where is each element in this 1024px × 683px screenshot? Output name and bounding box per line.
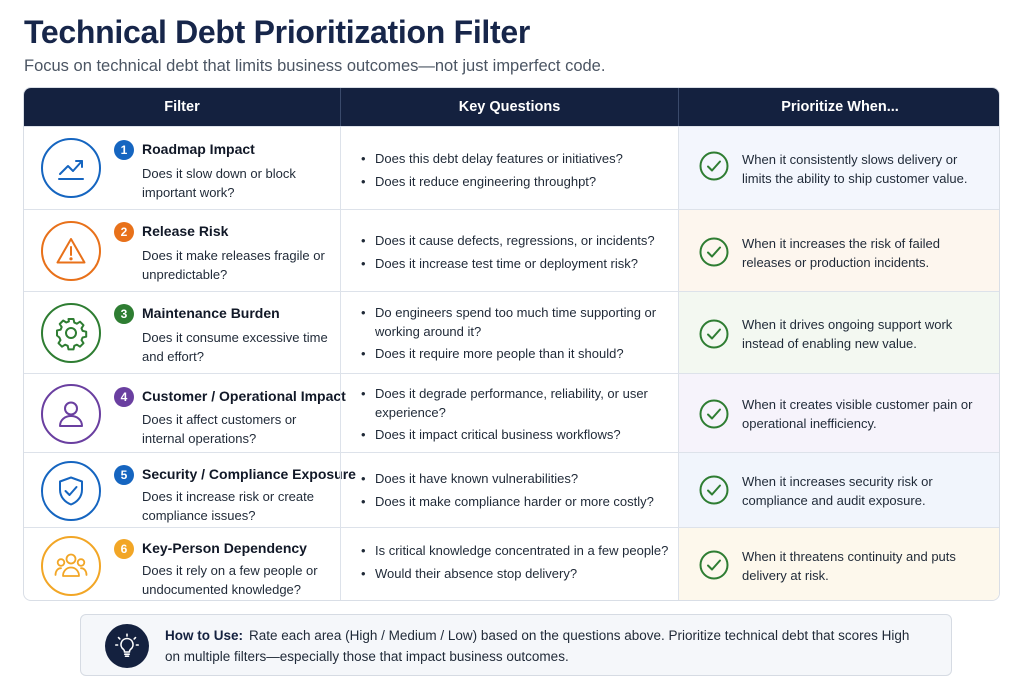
key-question: • Does it have known vulnerabilities? bbox=[359, 470, 669, 489]
prioritize-when-cell bbox=[678, 453, 1000, 527]
key-questions-list bbox=[359, 470, 669, 515]
key-question: • Does it impact critical business workflows? bbox=[359, 426, 669, 445]
key-question: • Does it degrade performance, reliability, or user experience? bbox=[359, 385, 669, 422]
key-questions-list bbox=[359, 232, 669, 277]
key-questions-cell bbox=[340, 374, 678, 452]
trend-chart-icon bbox=[41, 138, 101, 198]
table-row bbox=[24, 126, 999, 209]
filter-description: Does it slow down or block important work? bbox=[142, 166, 296, 200]
check-circle-icon bbox=[699, 399, 729, 429]
key-questions-list bbox=[359, 304, 669, 368]
prioritize-when-text: When it increases security risk or compliance and audit exposure. bbox=[742, 474, 933, 508]
how-to-use-body: Rate each area (High / Medium / Low) based on the questions above. Prioritize technical debt that scores High on multiple filters—especially those that impact business outcomes. bbox=[165, 628, 910, 664]
key-questions-cell bbox=[340, 127, 678, 209]
prioritize-when-text: When it increases the risk of failed releases or production incidents. bbox=[742, 236, 940, 270]
table-row bbox=[24, 373, 999, 452]
table-header bbox=[24, 88, 999, 126]
filter-cell bbox=[24, 374, 346, 452]
filter-description: Does it make releases fragile or unpredictable? bbox=[142, 248, 325, 282]
filter-cell bbox=[24, 127, 340, 209]
prioritize-when-text: When it consistently slows delivery or limits the ability to ship customer value. bbox=[742, 152, 968, 186]
table-row bbox=[24, 291, 999, 373]
prioritize-when-cell bbox=[678, 127, 1000, 209]
filter-cell bbox=[24, 210, 340, 291]
people-group-icon bbox=[41, 536, 101, 596]
table-row bbox=[24, 527, 999, 601]
shield-check-icon bbox=[41, 461, 101, 521]
filter-description: Does it increase risk or create compliance issues? bbox=[142, 489, 314, 523]
filter-name: Roadmap Impact bbox=[142, 141, 255, 157]
filter-number-badge: 1 bbox=[114, 140, 134, 160]
filter-description: Does it rely on a few people or undocumented knowledge? bbox=[142, 563, 318, 597]
key-questions-cell bbox=[340, 292, 678, 373]
lightbulb-icon bbox=[105, 624, 149, 668]
check-circle-icon bbox=[699, 319, 729, 349]
page-subtitle: Focus on technical debt that limits business outcomes—not just imperfect code. bbox=[24, 57, 606, 75]
filter-number-badge: 2 bbox=[114, 222, 134, 242]
filter-name: Customer / Operational Impact bbox=[142, 388, 346, 404]
check-circle-icon bbox=[699, 151, 729, 181]
prioritize-when-text: When it threatens continuity and puts delivery at risk. bbox=[742, 549, 956, 583]
table-row bbox=[24, 452, 999, 527]
gear-icon bbox=[41, 303, 101, 363]
filter-cell bbox=[24, 453, 356, 527]
prioritize-when-cell bbox=[678, 374, 1000, 452]
key-question: • Does it require more people than it should? bbox=[359, 345, 669, 364]
filter-name: Maintenance Burden bbox=[142, 305, 280, 321]
filter-description: Does it consume excessive time and effort? bbox=[142, 330, 328, 364]
how-to-use-label: How to Use: bbox=[165, 628, 244, 643]
column-header-filter: Filter bbox=[164, 99, 200, 115]
filter-name: Security / Compliance Exposure bbox=[142, 466, 356, 482]
column-header-prioritize-when: Prioritize When... bbox=[678, 88, 1000, 126]
column-header-key-questions: Key Questions bbox=[340, 88, 678, 126]
key-questions-cell bbox=[340, 528, 678, 601]
filter-number-badge: 5 bbox=[114, 465, 134, 485]
prioritize-when-cell bbox=[678, 528, 1000, 601]
key-question: • Does it cause defects, regressions, or incidents? bbox=[359, 232, 669, 251]
check-circle-icon bbox=[699, 550, 729, 580]
filter-number-badge: 3 bbox=[114, 304, 134, 324]
table-row bbox=[24, 209, 999, 291]
key-questions-cell bbox=[340, 210, 678, 291]
key-question: • Is critical knowledge concentrated in a few people? bbox=[359, 542, 669, 561]
key-question: • Would their absence stop delivery? bbox=[359, 565, 669, 584]
key-question: • Does it increase test time or deployment risk? bbox=[359, 255, 669, 274]
how-to-use-box bbox=[80, 614, 952, 676]
prioritize-when-cell bbox=[678, 292, 1000, 373]
key-question: • Does it make compliance harder or more costly? bbox=[359, 493, 669, 512]
key-questions-list bbox=[359, 542, 669, 587]
prioritize-when-text: When it drives ongoing support work instead of enabling new value. bbox=[742, 317, 953, 351]
filter-cell bbox=[24, 292, 340, 373]
filter-name: Release Risk bbox=[142, 223, 229, 239]
key-questions-list bbox=[359, 385, 669, 449]
filter-number-badge: 6 bbox=[114, 539, 134, 559]
check-circle-icon bbox=[699, 237, 729, 267]
warning-icon bbox=[41, 221, 101, 281]
check-circle-icon bbox=[699, 475, 729, 505]
prioritize-when-cell bbox=[678, 210, 1000, 291]
key-question: • Does it reduce engineering throughpt? bbox=[359, 173, 669, 192]
filter-description: Does it affect customers or internal operations? bbox=[142, 412, 297, 446]
how-to-use-text bbox=[165, 625, 925, 667]
prioritize-when-text: When it creates visible customer pain or operational inefficiency. bbox=[742, 397, 973, 431]
filter-name: Key-Person Dependency bbox=[142, 540, 307, 556]
filter-number-badge: 4 bbox=[114, 387, 134, 407]
key-questions-cell bbox=[340, 453, 678, 527]
key-questions-list bbox=[359, 150, 669, 195]
page-title: Technical Debt Prioritization Filter bbox=[24, 14, 531, 50]
key-question: • Does this debt delay features or initiatives? bbox=[359, 150, 669, 169]
user-icon bbox=[41, 384, 101, 444]
key-question: • Do engineers spend too much time supporting or working around it? bbox=[359, 304, 669, 341]
filter-cell bbox=[24, 528, 340, 601]
prioritization-table bbox=[23, 87, 1000, 601]
